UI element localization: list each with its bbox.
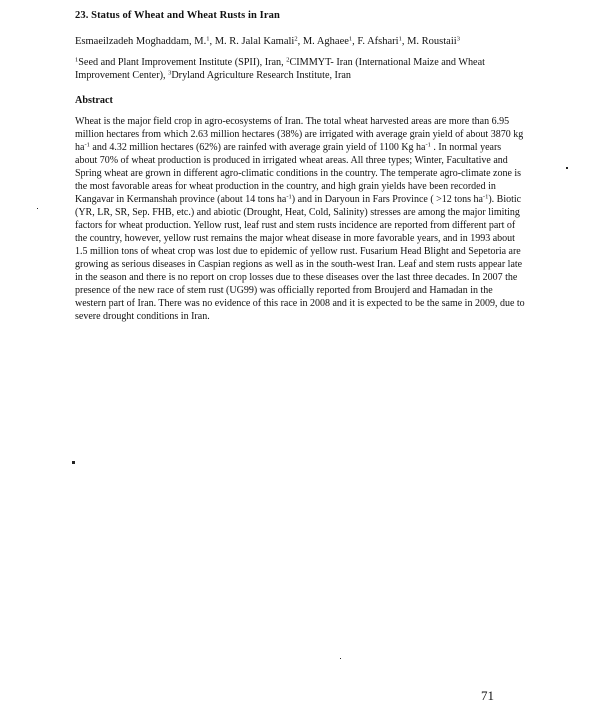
unit-sup: -1 — [84, 141, 90, 149]
scan-speck — [566, 167, 568, 169]
author-affil-sup: 1 — [398, 35, 402, 43]
unit-sup: -1 — [286, 193, 292, 201]
author-affil-sup: 3 — [456, 35, 460, 43]
author-name: M. Roustaii — [407, 36, 457, 47]
unit-sup: -1 — [482, 193, 489, 201]
scan-speck — [37, 208, 38, 209]
author-name: F. Afshari — [357, 36, 399, 47]
affil-sup: 1 — [75, 56, 79, 64]
abstract-text: and 4.32 million hectares (62%) are rainfed with average grain yield of 1100 Kg ha — [89, 142, 426, 153]
scan-speck — [340, 658, 341, 659]
abstract-text: ). Biotic (YR, LR, SR, Sep. FHB, etc.) and abiotic (Drought, Heat, Cold, Salinity) stresses are among the major limiting factors for wheat production. Yellow rust, leaf rust and stem rusts incidence are reported from different part of the country, however, yellow rust remains the major wheat disease in more favorable years, and in 1993 about 1.5 million tons of wheat crop was lost due to epidemic of yellow rust. Fusarium Head Blight and Sepetoria are growing as serious diseases in Caspian regions as well as in the south-west Iran. Leaf and stem rusts appear late in the season and there is no report on crop losses due to these diseases over the last three decades. In 2007 the presence of the new race of stem rust (UG99) was officially reported from Broujerd and Hamadan in the western part of Iran. There was no evidence of this race in 2008 and it is expected to be the same in 2009, due to severe drought conditions in Iran. — [75, 194, 525, 322]
abstract-heading: Abstract — [75, 95, 113, 106]
abstract-text: Wheat is the major field crop in agro-ecosystems of Iran. The total wheat harvested areas are more than 6.95 million hectares from which 2.63 million hectares (38%) are irrigated with average grain yield of about 3870 kg ha — [75, 116, 524, 153]
abstract-body — [75, 115, 525, 323]
author-name: M. Aghaee — [302, 36, 349, 47]
author-name: M. R. Jalal Kamali — [214, 36, 295, 47]
author-affil-sup: 1 — [348, 35, 353, 43]
page-number: 71 — [481, 688, 494, 703]
affiliation-3: Dryland Agriculture Research Institute, Iran — [171, 70, 351, 81]
affiliation-2: CIMMYT- Iran (International Maize and Wheat Improvement Center), — [75, 57, 485, 81]
abstract-text: . In normal years about 70% of wheat production is produced in irrigated wheat areas. All three types; Winter, Facultative and Spring wheat are grown in different agro-climatic conditions in the country. The temperate agro-climate zone is the most favorable areas for wheat production in the country, and high grain yields have been recorded in Kangavar in Kermanshah province (about 14 tons ha — [75, 142, 522, 205]
scan-speck — [72, 461, 75, 464]
affil-sup: 2 — [286, 56, 290, 64]
author-name: Esmaeilzadeh Moghaddam, M. — [75, 36, 207, 47]
paper-title: 23. Status of Wheat and Wheat Rusts in Iran — [75, 10, 280, 21]
author-affil-sup: 2 — [294, 35, 298, 43]
unit-sup: -1 — [425, 141, 431, 149]
author-affil-sup: 1 — [206, 35, 210, 43]
author-line: Esmaeilzadeh Moghaddam, M.$^1$, M. R. Jalal Kamali$^2$, M. Aghaee$^1$, F. Afshari$^1$, M. Roustaii$^3$ — [75, 35, 460, 47]
affiliation-1: Seed and Plant Improvement Institute (SPII), Iran, — [78, 57, 287, 68]
affiliations — [75, 56, 525, 82]
abstract-text: ) and in Daryoun in Fars Province ( >12 tons ha — [291, 194, 483, 205]
affil-sup: 3 — [168, 69, 172, 77]
